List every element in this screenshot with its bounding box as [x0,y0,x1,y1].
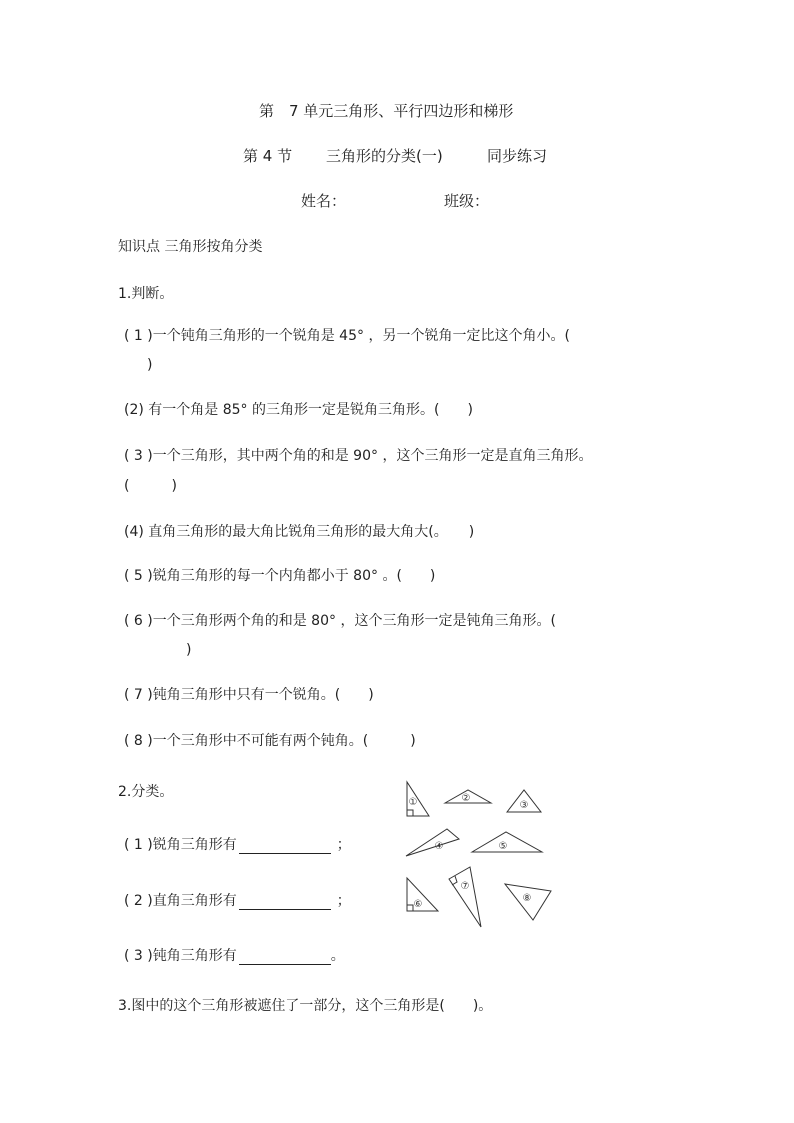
knowledge-point: 知识点 三角形按角分类 [118,239,263,255]
section-number: 第 4 节 [243,147,293,165]
triangle-label-6: ⑥ [413,899,423,910]
q1-item-3: ( 3 )一个三角形，其中两个角的和是 90° ，这个三角形一定是直角三角形。 [124,448,593,464]
triangle-label-7: ⑦ [460,881,470,892]
q1-item-4: (4) 直角三角形的最大角比锐角三角形的最大角大(。 ) [124,524,475,540]
q1-heading: 1.判断。 [118,286,174,302]
q1-item-2: (2) 有一个角是 85° 的三角形一定是锐角三角形。( ) [124,402,473,418]
q1-item-8: ( 8 )一个三角形中不可能有两个钝角。( ) [124,733,416,749]
q3-text: 3.图中的这个三角形被遮住了一部分，这个三角形是( )。 [118,998,493,1014]
q1-item-7: ( 7 )钝角三角形中只有一个锐角。( ) [124,687,374,703]
right-angle-mark-1 [407,810,413,816]
q2-obtuse-label: ( 3 )钝角三角形有 [124,948,237,964]
section-title: 三角形的分类(一) [326,147,443,165]
triangle-6 [407,878,438,911]
triangle-label-1: ① [408,797,418,808]
triangle-4 [406,829,459,856]
triangle-7 [449,867,481,927]
name-label: 姓名： [301,192,347,210]
q2-acute-label: ( 1 )锐角三角形有 [124,837,237,853]
triangle-label-3: ③ [519,800,529,811]
q1-item-1-bracket: ) [147,357,153,373]
q2-right-label: ( 2 )直角三角形有 [124,893,237,909]
q2-acute-sep: ； [336,837,351,853]
triangle-label-5: ⑤ [498,841,508,852]
triangle-label-8: ⑧ [522,893,532,904]
q2-right-sep: ； [336,893,351,909]
triangle-label-2: ② [461,793,471,804]
q2-heading: 2.分类。 [118,784,174,800]
q1-item-6: ( 6 )一个三角形两个角的和是 80° ，这个三角形一定是钝角三角形。( [124,613,556,629]
triangle-label-4: ④ [434,841,444,852]
q1-item-1: ( 1 )一个钝角三角形的一个锐角是 45° ，另一个锐角一定比这个角小。( [124,328,570,344]
q2-obtuse-sep: 。 [330,948,345,964]
right-angle-mark-6 [407,905,413,911]
class-label: 班级： [444,192,490,210]
q1-item-5: ( 5 )锐角三角形的每一个内角都小于 80° 。( ) [124,568,436,584]
unit-title: 第 7 单元三角形、平行四边形和梯形 [259,102,514,120]
section-subtitle: 同步练习 [487,147,548,165]
q1-item-3-bracket: ( ) [124,478,177,494]
q1-item-6-bracket: ) [186,642,192,658]
